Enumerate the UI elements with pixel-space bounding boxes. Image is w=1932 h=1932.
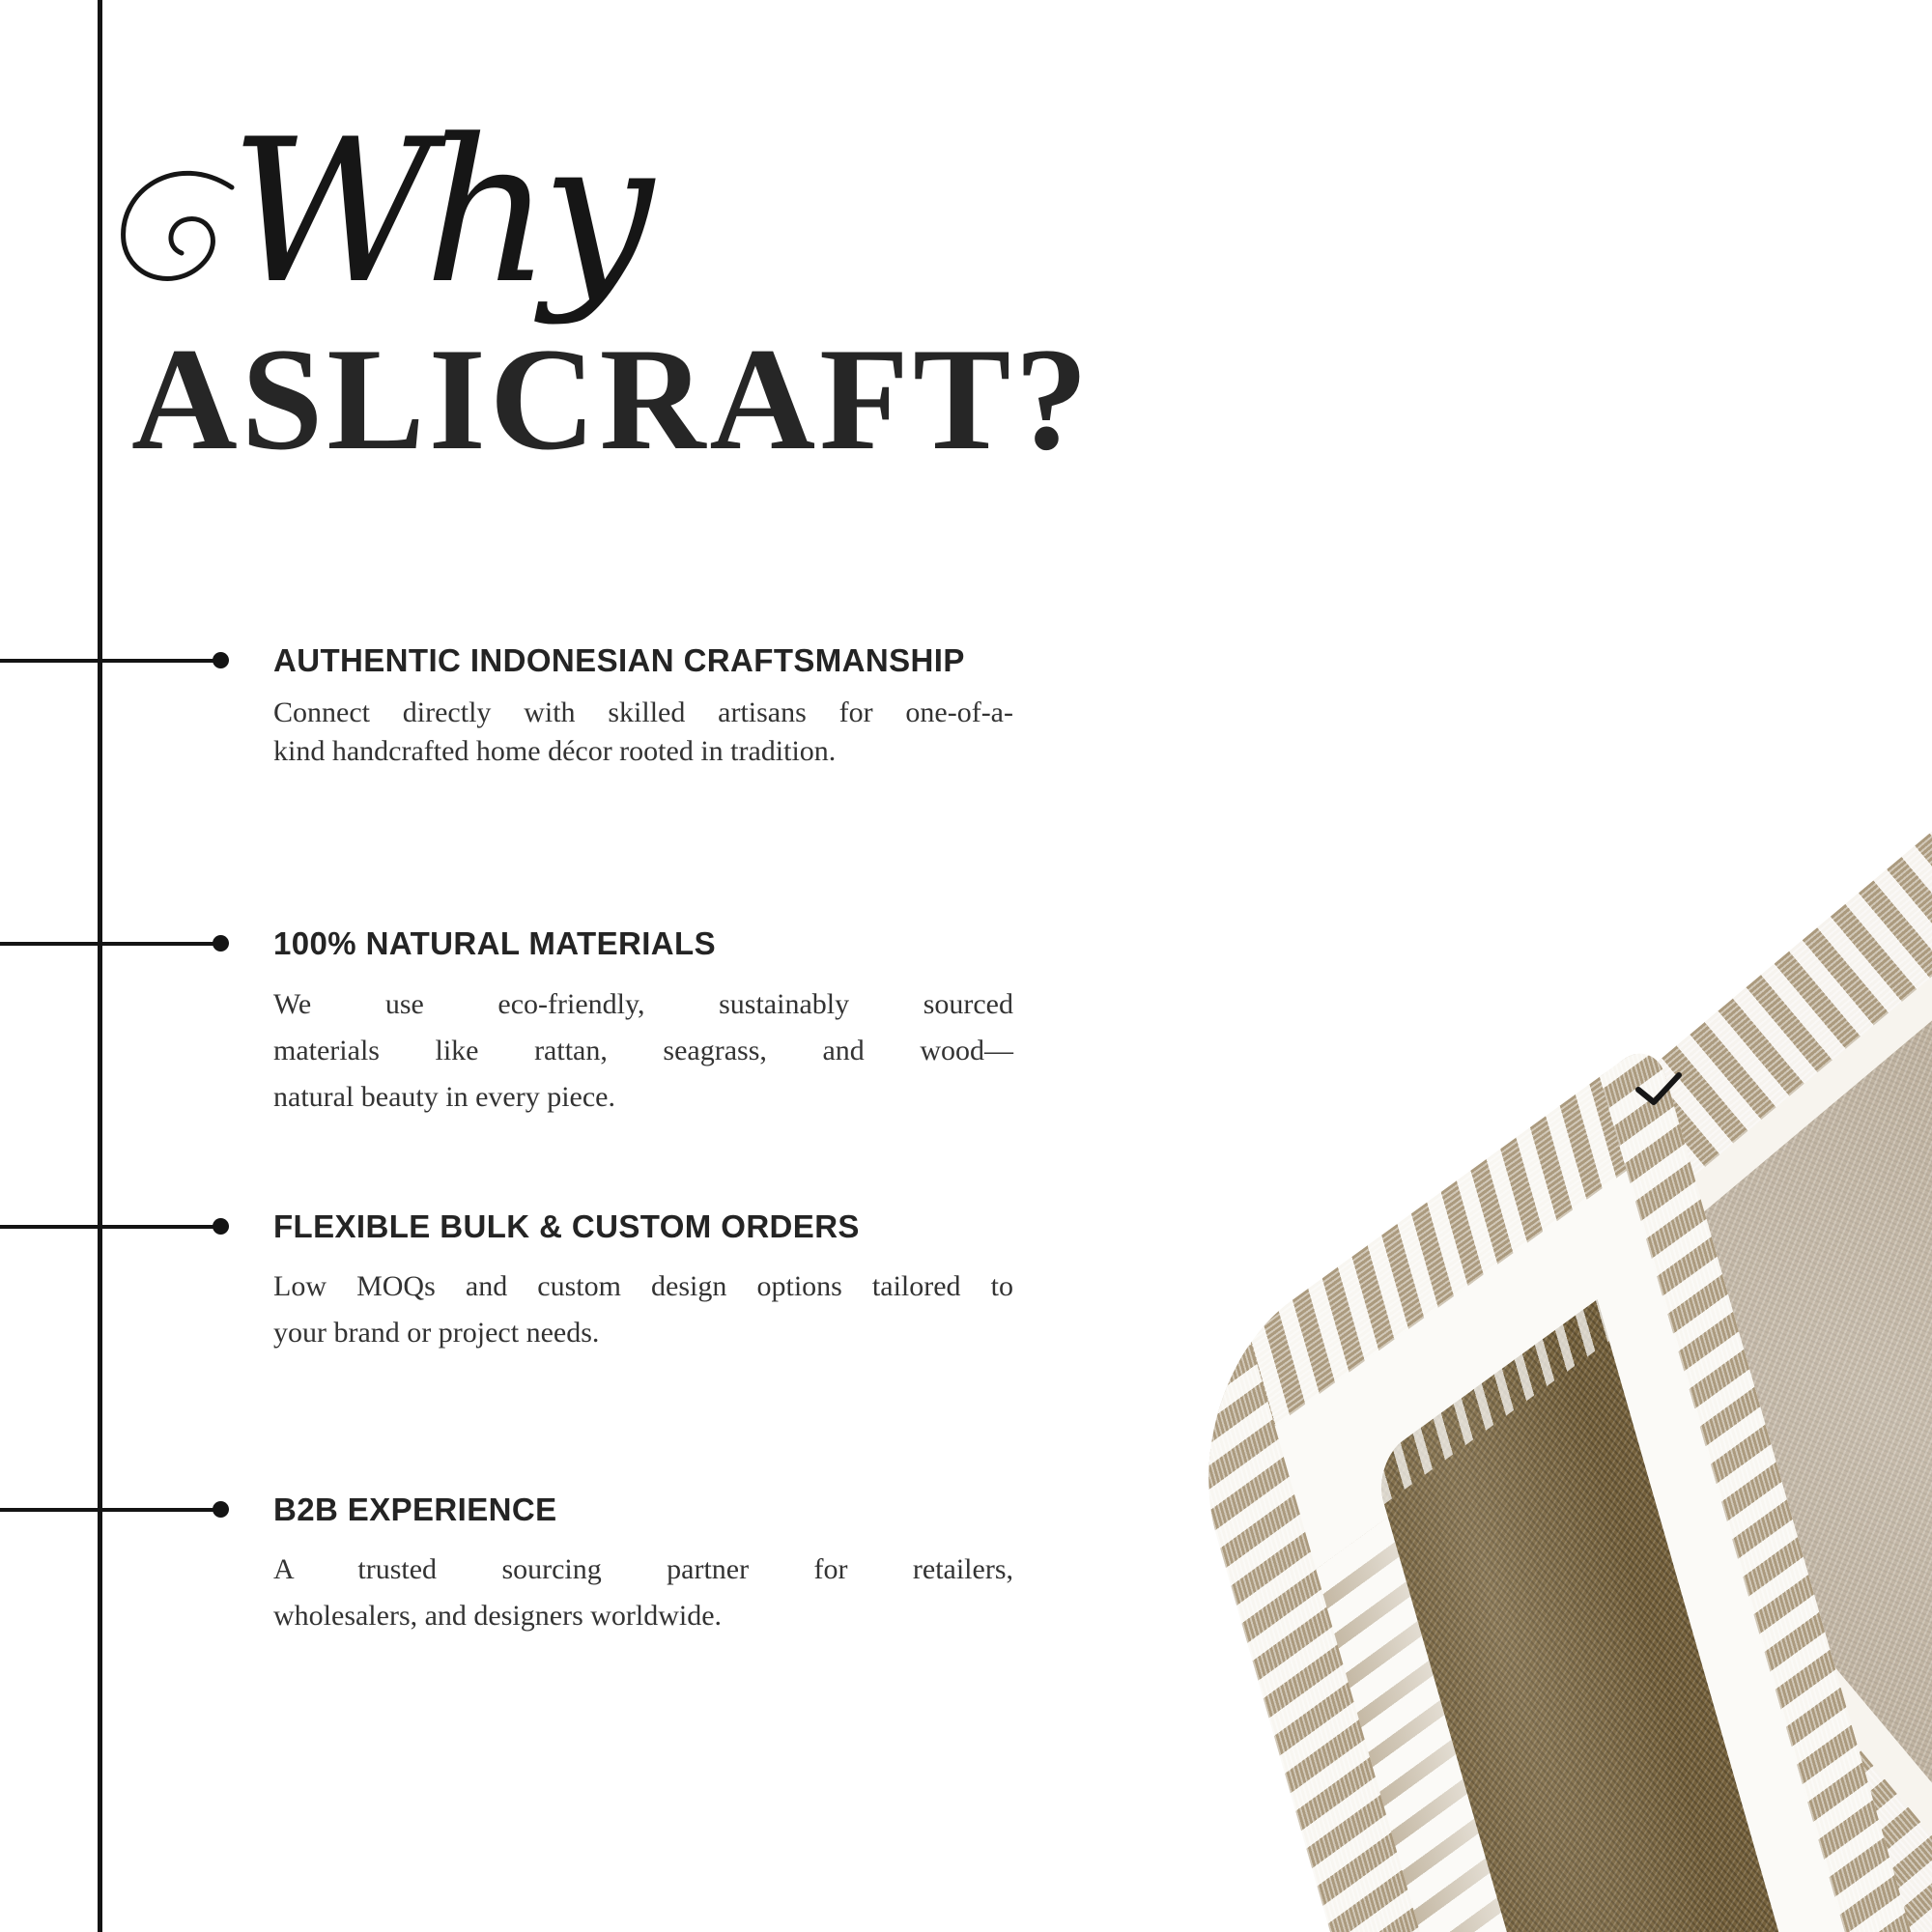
feature-body <box>273 1264 1013 1356</box>
feature-body-line: We use eco-friendly, sustainably sourced <box>273 988 1013 1020</box>
feature-body-line: materials like rattan, seagrass, and wood— <box>273 1035 1013 1066</box>
feature-block <box>273 1208 1013 1356</box>
script-word: Why <box>230 98 644 327</box>
feature-bullet-dot <box>213 1218 229 1235</box>
feature-body-line: Low MOQs and custom design options tailored to <box>273 1270 1013 1302</box>
left-vertical-rule <box>98 0 102 1932</box>
feature-connector-line <box>0 659 220 663</box>
feature-block <box>273 641 1013 771</box>
loose-thread-mark <box>1635 1072 1682 1107</box>
brand-title: ASLICRAFT? <box>131 318 1093 480</box>
feature-body-line: A trusted sourcing partner for retailers, <box>273 1553 1013 1585</box>
feature-body <box>273 981 1013 1121</box>
feature-title: AUTHENTIC INDONESIAN CRAFTSMANSHIP <box>273 642 965 678</box>
feature-body-line: wholesalers, and designers worldwide. <box>273 1600 723 1632</box>
feature-body-line: natural beauty in every piece. <box>273 1081 615 1113</box>
feature-title: 100% NATURAL MATERIALS <box>273 925 717 961</box>
script-flourish-swash <box>108 162 243 298</box>
feature-body-line: your brand or project needs. <box>273 1317 600 1349</box>
feature-block <box>273 924 1013 1121</box>
feature-title: B2B EXPERIENCE <box>273 1492 557 1527</box>
feature-bullet-dot <box>213 652 229 668</box>
feature-bullet-dot <box>213 1501 229 1518</box>
feature-bullet-dot <box>213 935 229 952</box>
feature-connector-line <box>0 942 220 946</box>
feature-body-line: kind handcrafted home décor rooted in tradition. <box>273 735 837 767</box>
feature-block <box>273 1491 1013 1639</box>
feature-body <box>273 1547 1013 1639</box>
feature-connector-line <box>0 1508 220 1512</box>
feature-body <box>273 694 1013 771</box>
feature-body-line: Connect directly with skilled artisans for one-of-a- <box>273 696 1013 728</box>
feature-title: FLEXIBLE BULK & CUSTOM ORDERS <box>273 1208 860 1244</box>
feature-connector-line <box>0 1225 220 1229</box>
